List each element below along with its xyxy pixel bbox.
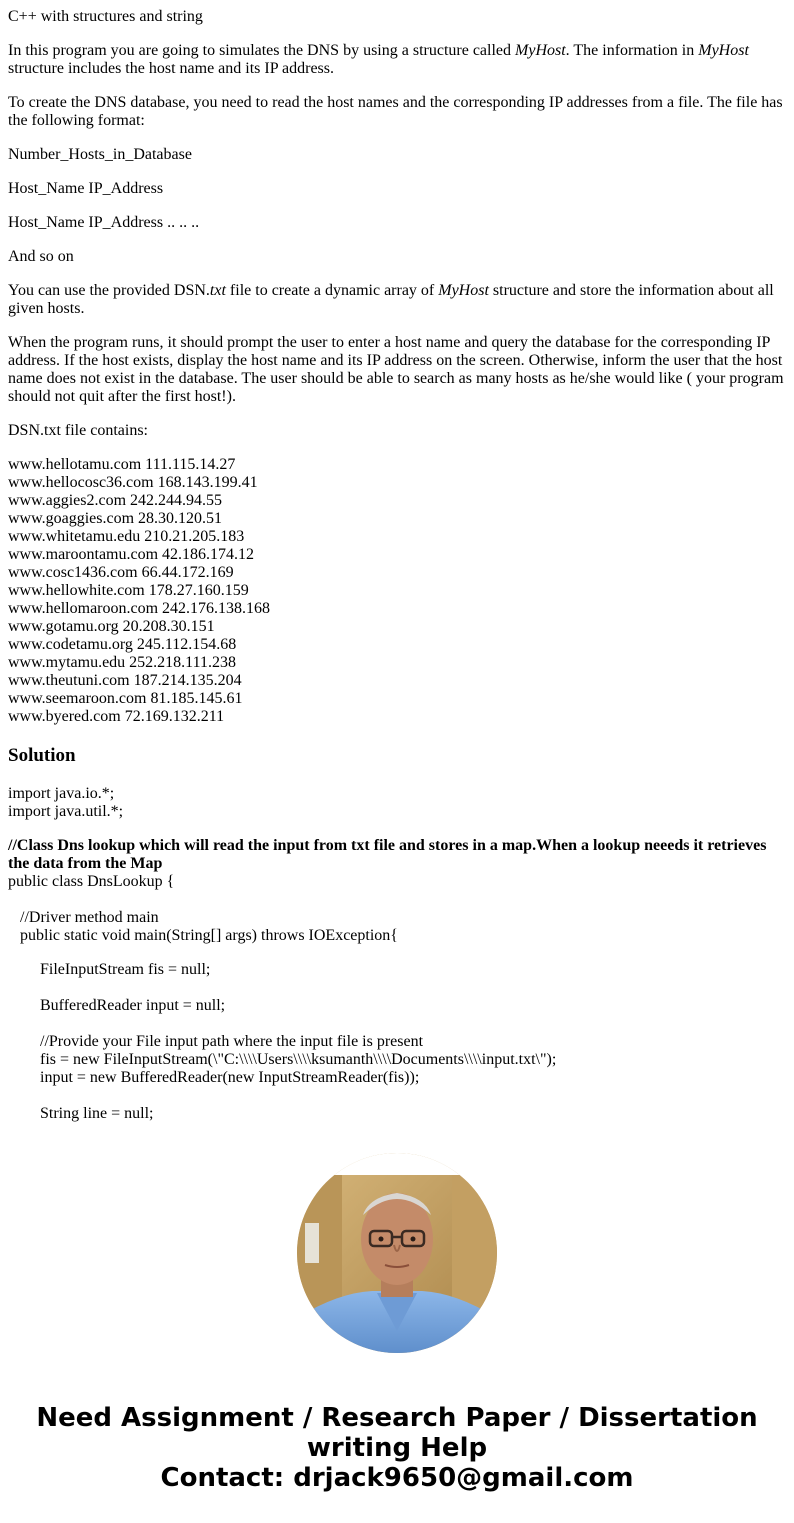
code-line: input = new BufferedReader(new InputStreamReader(fis)); bbox=[8, 1069, 420, 1086]
usage-txt: txt bbox=[209, 282, 226, 299]
imports-block bbox=[8, 785, 786, 821]
code-line: //Driver method main bbox=[8, 909, 159, 926]
list-item: www.theutuni.com 187.214.135.204 bbox=[8, 672, 242, 689]
usage-text-1: You can use the provided DSN. bbox=[8, 282, 210, 299]
list-item: www.gotamu.org 20.208.30.151 bbox=[8, 618, 215, 635]
code-line: import java.util.*; bbox=[8, 803, 124, 820]
list-item: www.hellowhite.com 178.27.160.159 bbox=[8, 582, 249, 599]
class-comment: //Class Dns lookup which will read the input from txt file and stores in a map.When a lookup neeeds it retrieves the data from the Map bbox=[8, 837, 767, 872]
run-paragraph: When the program runs, it should prompt the user to enter a host name and query the database for the corresponding IP address. If the host exists, display the host name and its IP address on the screen. Otherwise, inform the user that the host name does not exist in the database. The user should be able to search as many hosts as he/she would like ( your program should not quit after the first host!). bbox=[8, 334, 784, 405]
intro-text-1: In this program you are going to simulates the DNS by using a structure called bbox=[8, 42, 516, 59]
file-format-paragraph: To create the DNS database, you need to read the host names and the corresponding IP addresses from a file. The file has the following format: bbox=[8, 94, 783, 129]
list-item: www.aggies2.com 242.244.94.55 bbox=[8, 492, 223, 509]
code-line: //Provide your File input path where the input file is present bbox=[8, 1033, 424, 1050]
class-declaration bbox=[8, 873, 786, 891]
list-item: www.whitetamu.edu 210.21.205.183 bbox=[8, 528, 245, 545]
line-block bbox=[8, 1105, 786, 1123]
format-line-3: Host_Name IP_Address .. .. .. bbox=[8, 214, 200, 231]
main-block bbox=[8, 909, 786, 945]
and-so-on: And so on bbox=[8, 248, 74, 265]
code-line: public static void main(String[] args) throws IOException{ bbox=[8, 927, 398, 944]
code-line: FileInputStream fis = null; bbox=[8, 961, 211, 978]
avatar bbox=[297, 1153, 497, 1353]
help-banner bbox=[0, 1403, 794, 1493]
file-contains-label: DSN.txt file contains: bbox=[8, 422, 148, 439]
usage-paragraph bbox=[8, 282, 786, 318]
list-item: www.seemaroon.com 81.185.145.61 bbox=[8, 690, 243, 707]
list-item: www.byered.com 72.169.132.211 bbox=[8, 708, 225, 725]
list-item: www.goaggies.com 28.30.120.51 bbox=[8, 510, 223, 527]
fis-block bbox=[8, 961, 786, 979]
format-line-2: Host_Name IP_Address bbox=[8, 180, 164, 197]
usage-text-3: structure and store the information about all given hosts. bbox=[8, 282, 774, 317]
intro-paragraph bbox=[8, 42, 786, 78]
code-line: fis = new FileInputStream(\"C:\\\\Users\\\\ksumanth\\\\Documents\\\\input.txt\"); bbox=[8, 1051, 557, 1068]
hosts-list bbox=[8, 456, 786, 726]
banner-line-1: Need Assignment / Research Paper / Dissertation bbox=[36, 1403, 758, 1433]
list-item: www.hellotamu.com 111.115.14.27 bbox=[8, 456, 236, 473]
list-item: www.hellocosc36.com 168.143.199.41 bbox=[8, 474, 258, 491]
intro-myhost-1: MyHost bbox=[515, 42, 566, 59]
path-block bbox=[8, 1033, 786, 1087]
list-item: www.cosc1436.com 66.44.172.169 bbox=[8, 564, 234, 581]
usage-myhost: MyHost bbox=[438, 282, 489, 299]
usage-text-2: file to create a dynamic array of bbox=[225, 282, 439, 299]
question-title: C++ with structures and string bbox=[8, 8, 203, 25]
reader-block bbox=[8, 997, 786, 1015]
code-line: public class DnsLookup { bbox=[8, 873, 175, 890]
banner-line-2: writing Help bbox=[306, 1433, 488, 1463]
list-item: www.hellomaroon.com 242.176.138.168 bbox=[8, 600, 271, 617]
format-line-1: Number_Hosts_in_Database bbox=[8, 146, 192, 163]
banner-contact: Contact: drjack9650@gmail.com bbox=[160, 1463, 634, 1493]
list-item: www.mytamu.edu 252.218.111.238 bbox=[8, 654, 236, 671]
code-line: BufferedReader input = null; bbox=[8, 997, 226, 1014]
code-line: import java.io.*; bbox=[8, 785, 115, 802]
list-item: www.codetamu.org 245.112.154.68 bbox=[8, 636, 237, 653]
solution-heading: Solution bbox=[8, 745, 76, 766]
person-photo-icon bbox=[297, 1153, 497, 1353]
intro-text-3: structure includes the host name and its IP address. bbox=[8, 60, 334, 77]
intro-myhost-2: MyHost bbox=[698, 42, 749, 59]
list-item: www.maroontamu.com 42.186.174.12 bbox=[8, 546, 255, 563]
code-line: String line = null; bbox=[8, 1105, 154, 1122]
intro-text-2: . The information in bbox=[565, 42, 699, 59]
